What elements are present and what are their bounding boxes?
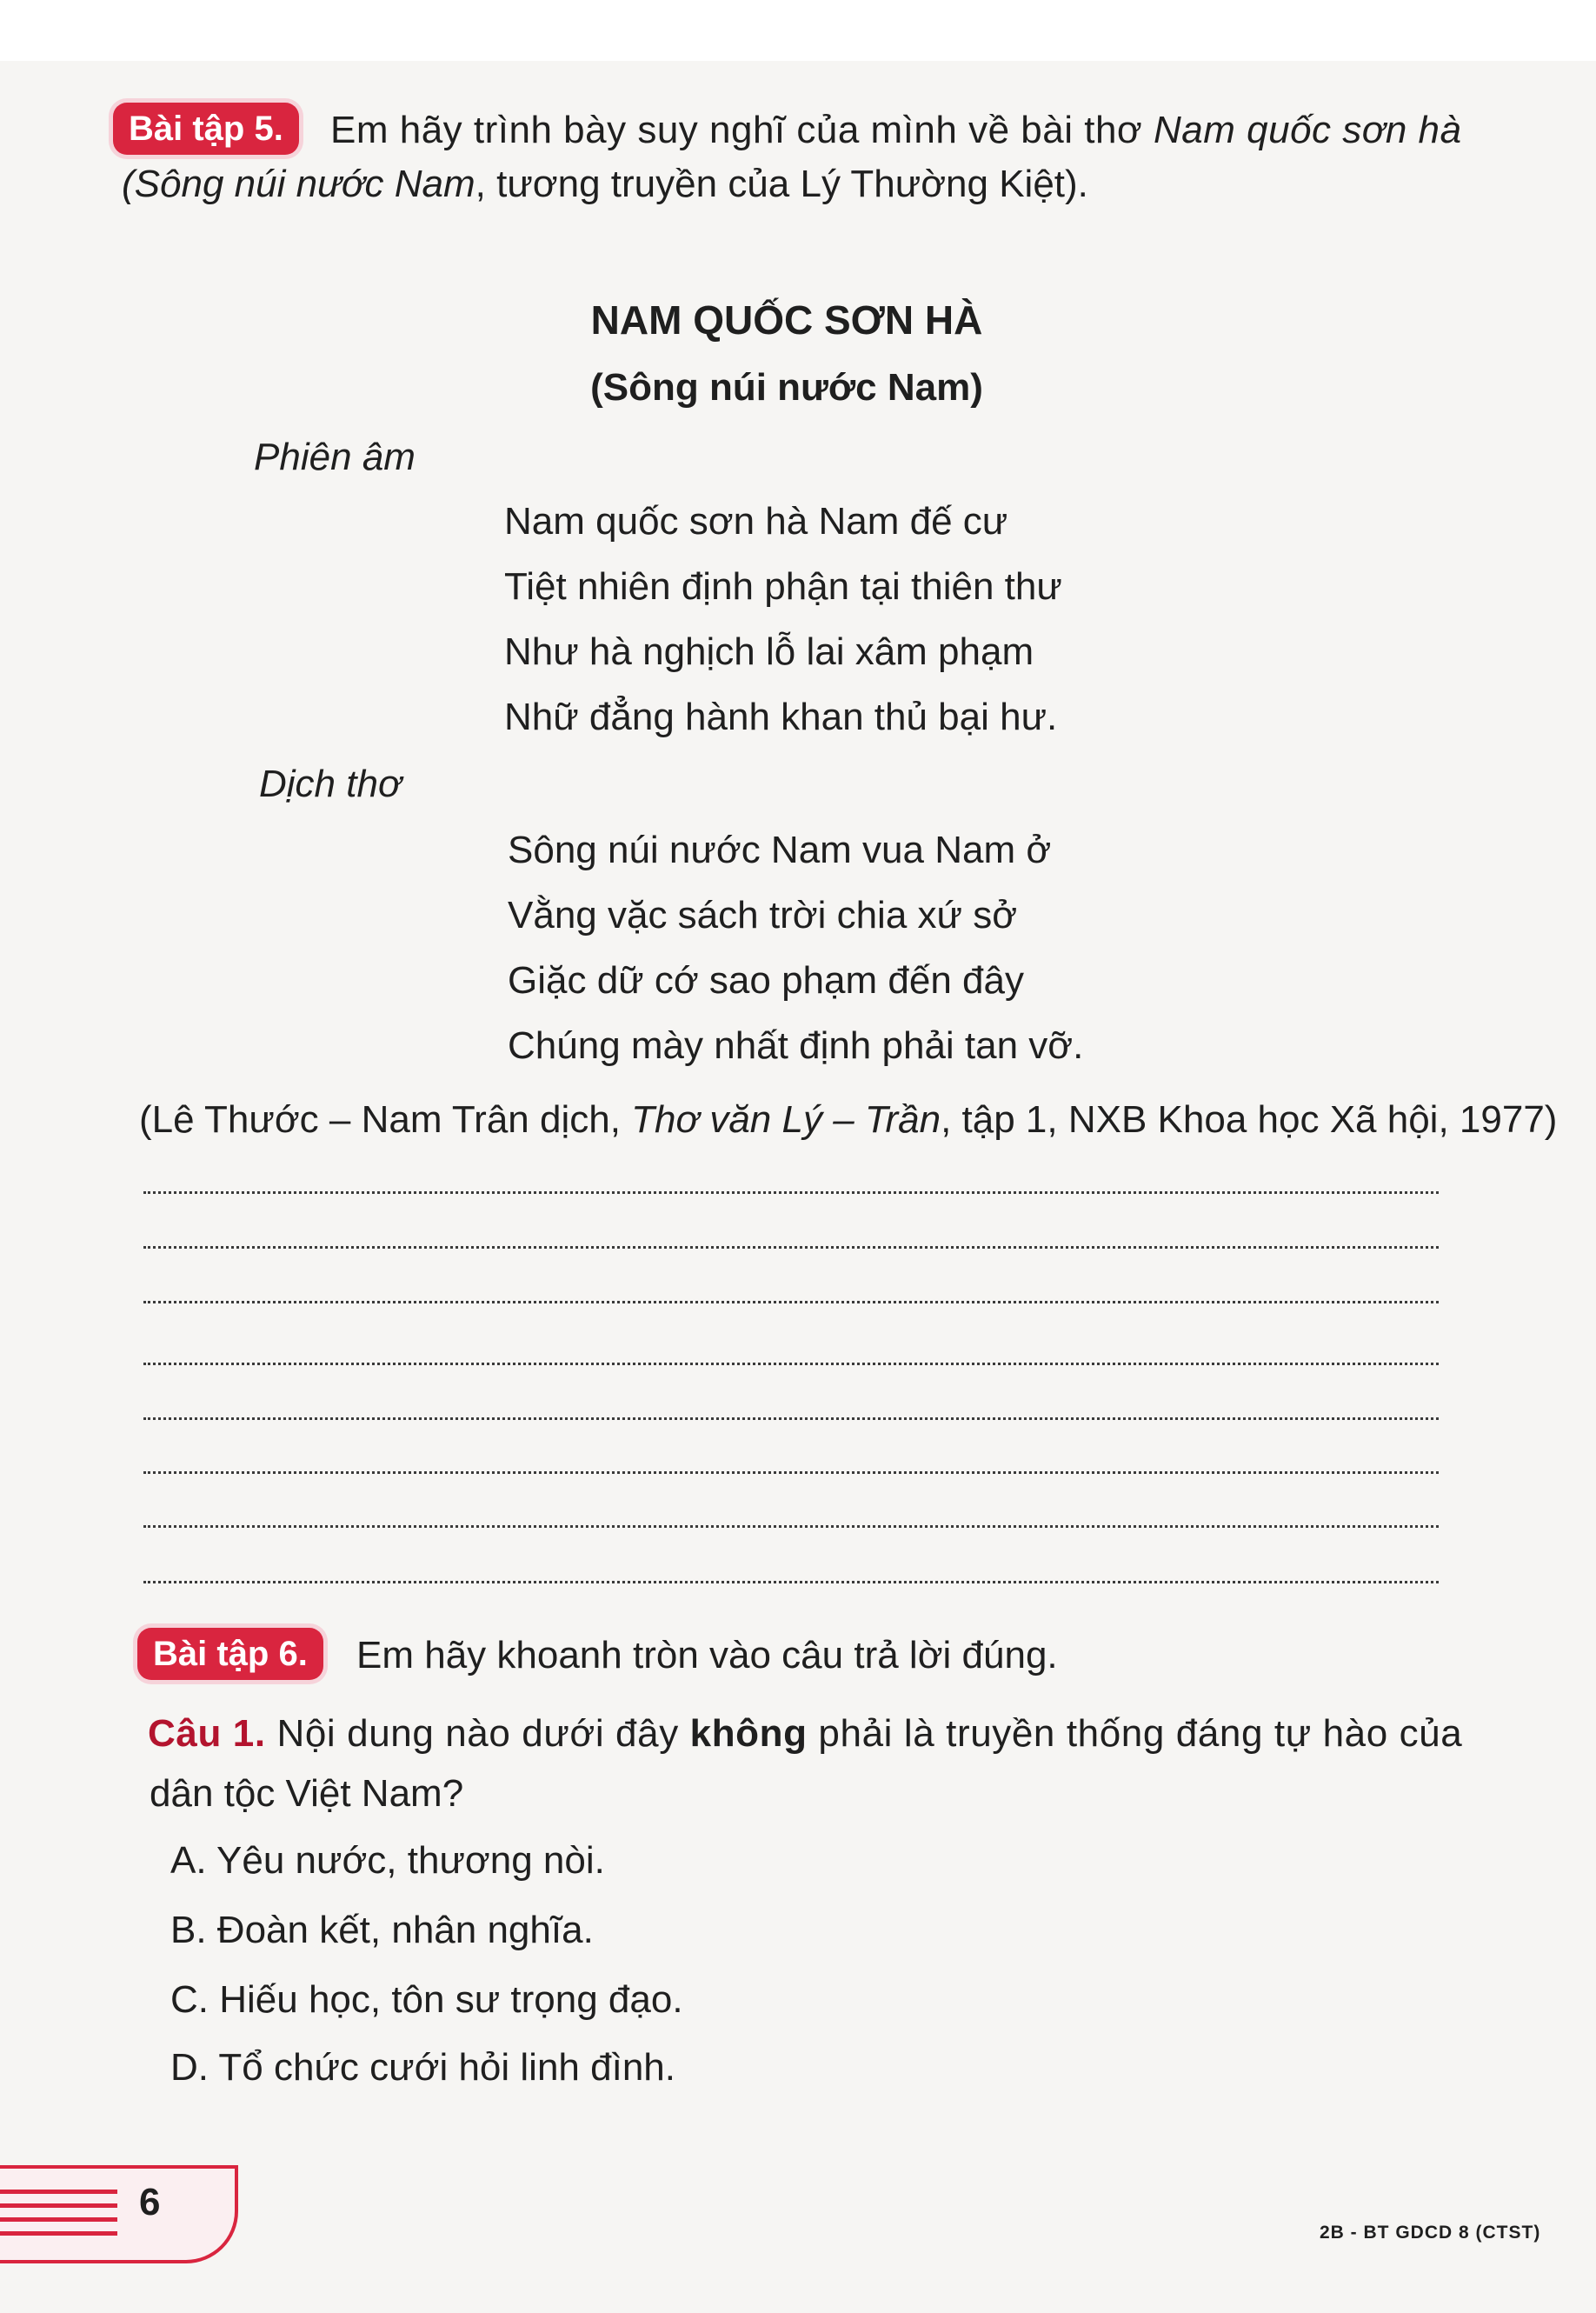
question-1-text: Nội dung nào dưới đây xyxy=(265,1712,690,1755)
dich-tho-line: Sông núi nước Nam vua Nam ở xyxy=(508,829,1052,871)
answer-line[interactable] xyxy=(143,1191,1439,1194)
answer-line[interactable] xyxy=(143,1525,1439,1528)
page-top-edge xyxy=(0,0,1596,61)
page-number: 6 xyxy=(139,2181,161,2223)
footer-stripe xyxy=(0,2231,117,2236)
footer-stripe xyxy=(0,2217,117,2222)
exercise-5-prompt-line2 xyxy=(122,160,1088,209)
answer-line[interactable] xyxy=(143,1581,1439,1583)
phien-am-line: Như hà nghịch lỗ lai xâm phạm xyxy=(504,630,1034,673)
footer-stripe xyxy=(0,2203,117,2208)
dich-tho-line: Vằng vặc sách trời chia xứ sở xyxy=(508,894,1018,937)
question-1-label: Câu 1. xyxy=(148,1712,266,1755)
phien-am-line: Tiệt nhiên định phận tại thiên thư xyxy=(504,565,1062,608)
exercise-6-prompt: Em hãy khoanh tròn vào câu trả lời đúng. xyxy=(356,1634,1058,1676)
book-code: 2B - BT GDCD 8 (CTST) xyxy=(1320,2223,1541,2243)
footer-stripe xyxy=(0,2190,117,2194)
question-1-emphasis: không xyxy=(689,1712,808,1755)
question-1 xyxy=(148,1710,1462,1758)
exercise-5-poem-title: Nam quốc sơn hà xyxy=(1154,109,1462,151)
phien-am-label: Phiên âm xyxy=(254,436,416,478)
exercise-6-badge: Bài tập 6. xyxy=(137,1628,323,1680)
question-1-line2: dân tộc Việt Nam? xyxy=(150,1772,464,1815)
answer-option-c[interactable]: C. Hiếu học, tôn sư trọng đạo. xyxy=(170,1978,683,2021)
exercise-5-badge: Bài tập 5. xyxy=(113,103,299,155)
phien-am-line: Nam quốc sơn hà Nam đế cư xyxy=(504,500,1008,543)
poem-title: NAM QUỐC SƠN HÀ xyxy=(590,297,983,343)
dich-tho-label: Dịch thơ xyxy=(259,763,402,805)
exercise-5-prompt xyxy=(330,106,1462,155)
answer-line[interactable] xyxy=(143,1417,1439,1420)
phien-am-line: Nhữ đẳng hành khan thủ bại hư. xyxy=(504,696,1058,738)
poem-source-book: Thơ văn Lý – Trần xyxy=(631,1098,941,1141)
answer-line[interactable] xyxy=(143,1363,1439,1365)
poem-source-text: (Lê Thước – Nam Trân dịch, xyxy=(139,1098,632,1141)
dich-tho-line: Chúng mày nhất định phải tan vỡ. xyxy=(508,1024,1084,1067)
answer-option-b[interactable]: B. Đoàn kết, nhân nghĩa. xyxy=(170,1909,594,1951)
poem-subtitle: (Sông núi nước Nam) xyxy=(590,366,983,409)
exercise-5-attribution: , tương truyền của Lý Thường Kiệt). xyxy=(475,163,1088,205)
answer-line[interactable] xyxy=(143,1301,1439,1303)
dich-tho-line: Giặc dữ cớ sao phạm đến đây xyxy=(508,959,1024,1002)
poem-source-publisher: , tập 1, NXB Khoa học Xã hội, 1977) xyxy=(941,1098,1558,1141)
answer-line[interactable] xyxy=(143,1471,1439,1474)
answer-line[interactable] xyxy=(143,1246,1439,1249)
question-1-text-rest: phải là truyền thống đáng tự hào của xyxy=(807,1712,1463,1755)
exercise-5-translated-title: (Sông núi nước Nam xyxy=(122,163,475,205)
poem-source xyxy=(139,1096,1557,1144)
answer-option-a[interactable]: A. Yêu nước, thương nòi. xyxy=(170,1839,605,1882)
answer-option-d[interactable]: D. Tổ chức cưới hỏi linh đình. xyxy=(170,2046,675,2089)
exercise-5-prompt-text: Em hãy trình bày suy nghĩ của mình về bài thơ xyxy=(330,109,1154,151)
page-number-tab xyxy=(0,2165,238,2263)
